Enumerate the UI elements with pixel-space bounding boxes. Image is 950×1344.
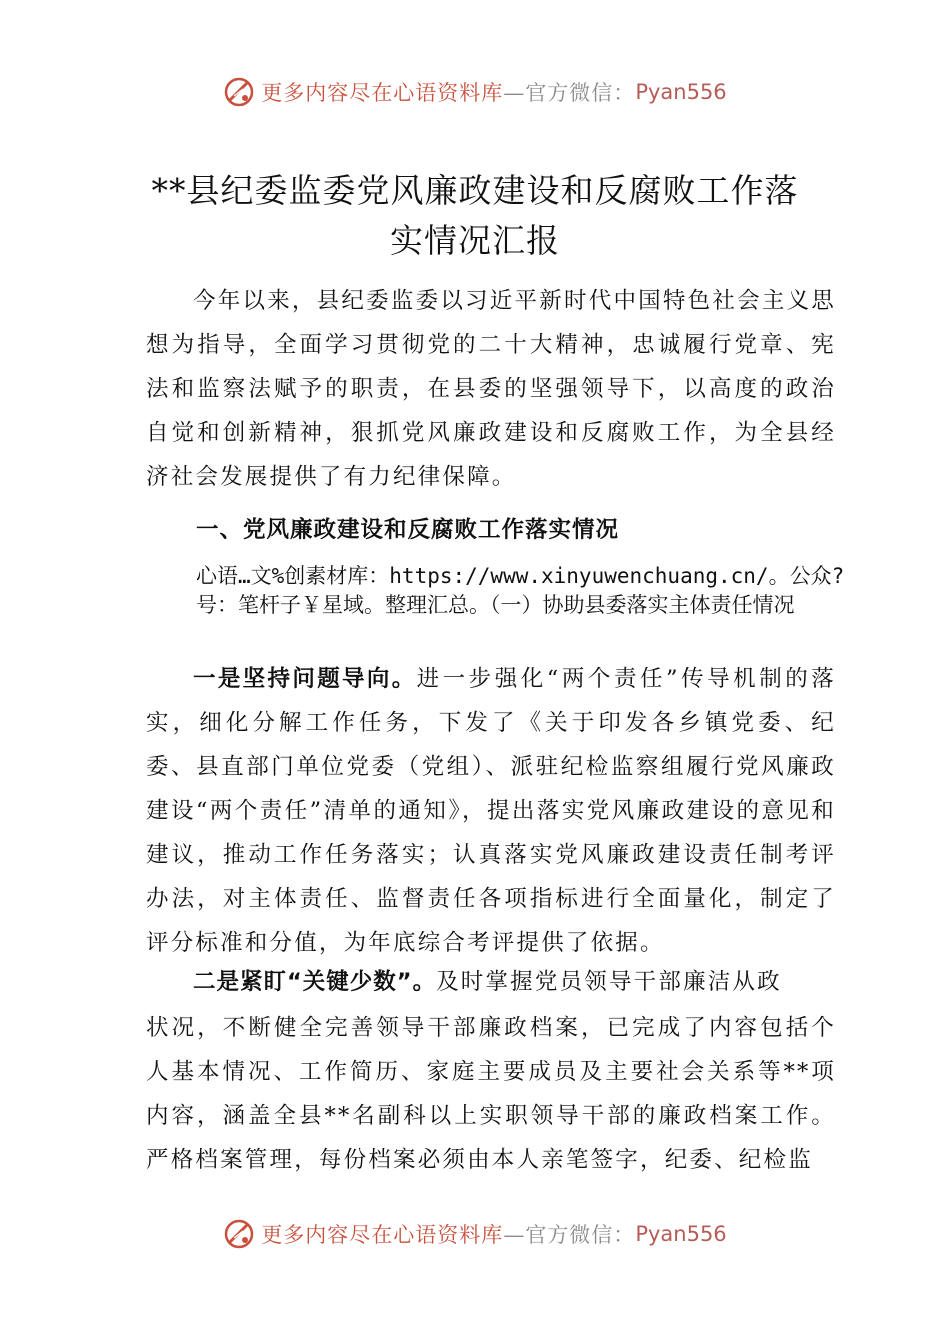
banner-account-text: Pyan556 (635, 1222, 727, 1246)
intro-paragraph: 今年以来，县纪委监委以习近平新时代中国特色社会主义思想为指导，全面学习贯彻党的二十大精神，忠诚履行党章、宪法和监察法赋予的职责，在县委的坚强领导下，以高度的政治自觉和创新精神，狠抓党风廉政建设和反腐败工作，为全县经济社会发展提供了有力纪律保障。 (146, 288, 836, 490)
title-line-1: **县纪委监委党风廉政建设和反腐败工作落 (151, 171, 799, 210)
section-heading-1: 一、党风廉政建设和反腐败工作落实情况 (196, 517, 620, 543)
point-2-body-first-line: 及时掌握党员领导干部廉洁从政 (436, 969, 782, 995)
point-1-body: 进一步强化“两个责任”传导机制的落实，细化分解工作任务，下发了《关于印发各乡镇党委、纪委、县直部门单位党委（党组）、派驻纪检监察组履行党风廉政建设“两个责任”清单的通知》，提出落实党风廉政建设的意见和建议，推动工作任务落实；认真落实党风廉政建设责任制考评办法，对主体责任、监督责任各项指标进行全面量化，制定了评分标准和分值，为年底综合考评提供了依据。 (146, 666, 836, 956)
banner-separator-text: —官方微信： (503, 1223, 636, 1247)
point-2-lead: 二是紧盯“关键少数”。 (193, 969, 437, 995)
footer-watermark-banner (0, 1214, 950, 1254)
source-note: 心语…文%创素材库：https://www.xinyuwenchuang.cn/。公众?号：笔杆子￥星域。整理汇总。（一）协助县委落实主体责任情况 (196, 564, 845, 617)
title-line-2: 实情况汇报 (390, 221, 560, 260)
point-1-lead: 一是坚持问题导向。 (193, 666, 417, 692)
header-watermark-banner (0, 72, 950, 112)
document-title (100, 166, 850, 266)
banner-main-text: 更多内容尽在心语资料库 (261, 81, 504, 105)
seal-logo-icon (223, 76, 255, 108)
banner-separator-text: —官方微信： (503, 81, 636, 105)
seal-logo-icon (223, 1218, 255, 1250)
banner-account-text: Pyan556 (635, 80, 727, 104)
banner-main-text: 更多内容尽在心语资料库 (261, 1223, 504, 1247)
point-paragraph-1 (146, 657, 836, 965)
point-paragraph-2-line1 (146, 960, 836, 1004)
point-paragraph-2-rest: 状况，不断健全完善领导干部廉政档案，已完成了内容包括个人基本情况、工作简历、家庭主要成员及主要社会关系等**项内容，涵盖全县**名副科以上实职领导干部的廉政档案工作。严格档案管理，每份档案必须由本人亲笔签字，纪委、纪检监 (146, 1015, 836, 1173)
